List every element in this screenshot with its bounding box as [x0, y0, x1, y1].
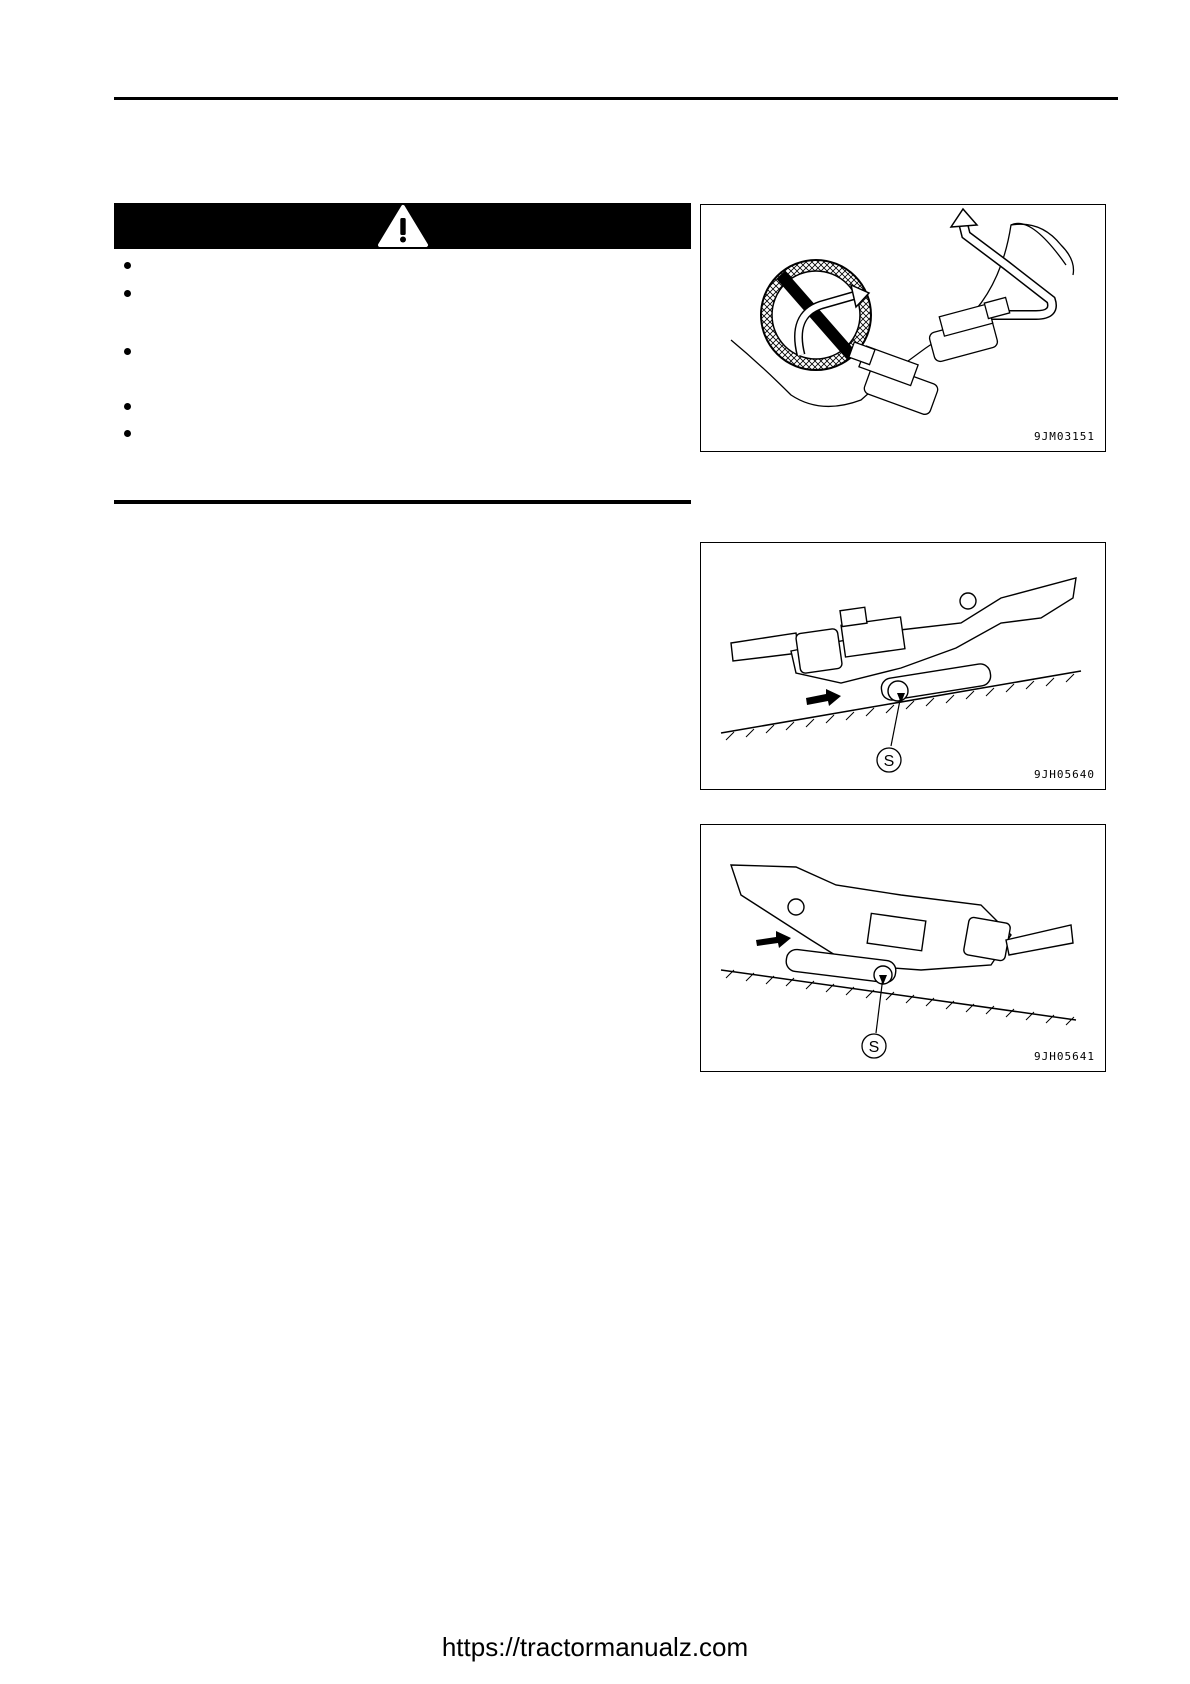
uphill-illustration	[701, 825, 1107, 1073]
figure-machine-downhill	[700, 542, 1106, 790]
section-rule	[114, 500, 691, 504]
figure-code: 9JH05640	[1034, 768, 1095, 781]
figure-code: 9JM03151	[1034, 430, 1095, 443]
downhill-illustration	[701, 543, 1107, 791]
header-rule	[114, 97, 1118, 100]
figure-turning-on-slope	[700, 204, 1106, 452]
footer-url[interactable]: https://tractormanualz.com	[441, 1632, 749, 1662]
bullet-1	[124, 262, 131, 269]
warning-triangle-icon	[377, 204, 429, 248]
slope-turn-illustration	[701, 205, 1107, 453]
figure-code: 9JH05641	[1034, 1050, 1095, 1063]
callout-s: S	[883, 753, 895, 770]
bullet-4	[124, 403, 131, 410]
bullet-5	[124, 430, 131, 437]
figure-machine-uphill	[700, 824, 1106, 1072]
warning-banner	[114, 203, 691, 249]
bullet-2	[124, 290, 131, 297]
callout-s: S	[868, 1039, 880, 1056]
bullet-3	[124, 348, 131, 355]
